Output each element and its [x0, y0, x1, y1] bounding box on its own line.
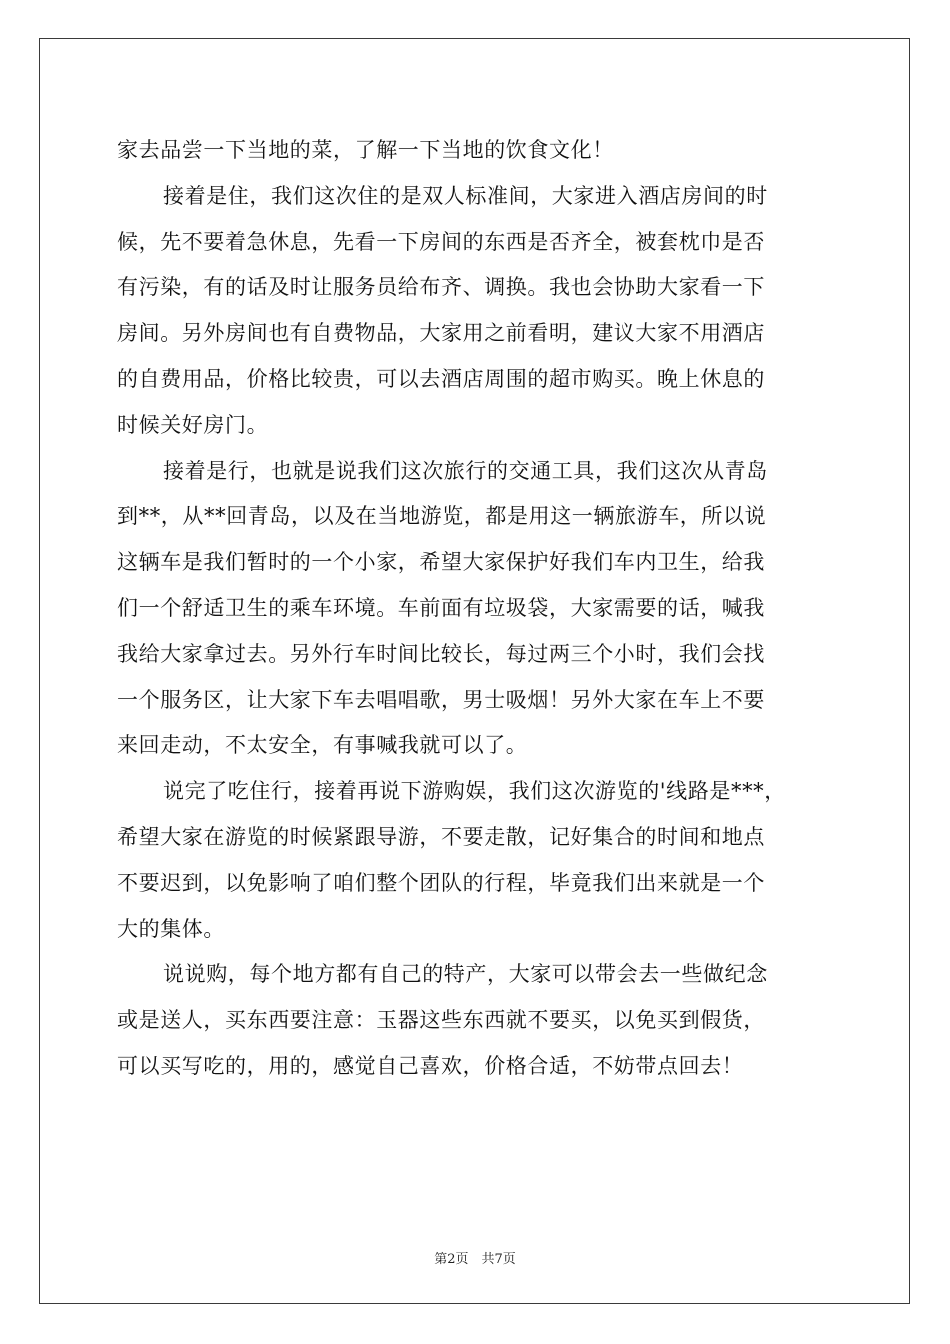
text-line: 家去品尝一下当地的菜，了解一下当地的饮食文化！: [117, 138, 614, 162]
text-line: 到**，从**回青岛，以及在当地游览，都是用这一辆旅游车，所以说: [117, 504, 767, 529]
text-line: 房间。另外房间也有自费物品，大家用之前看明，建议大家不用酒店: [117, 321, 765, 346]
text-line: 候，先不要着急休息，先看一下房间的东西是否齐全，被套枕巾是否: [117, 229, 765, 254]
text-line: 们一个舒适卫生的乘车环境。车前面有垃圾袋，大家需要的话，喊我: [117, 595, 765, 620]
text-line: 或是送人，买东西要注意：玉器这些东西就不要买，以免买到假货，: [117, 1008, 765, 1033]
paragraph-start-line: 接着是行，也就是说我们这次旅行的交通工具，我们这次从青岛: [163, 458, 768, 483]
text-line: 不要迟到，以免影响了咱们整个团队的行程，毕竟我们出来就是一个: [117, 870, 765, 895]
text-line: 来回走动，不太安全，有事喊我就可以了。: [117, 733, 528, 758]
paragraph-start-line: 说说购，每个地方都有自己的特产，大家可以带会去一些做纪念: [163, 962, 768, 987]
text-line: 一个服务区，让大家下车去唱唱歌，男士吸烟！另外大家在车上不要: [117, 687, 765, 712]
text-line: 的自费用品，价格比较贵，可以去酒店周围的超市购买。晚上休息的: [117, 366, 765, 391]
text-line: 希望大家在游览的时候紧跟导游，不要走散，记好集合的时间和地点: [117, 824, 765, 849]
text-line: 时候关好房门。: [117, 412, 269, 437]
text-line: 有污染，有的话及时让服务员给布齐、调换。我也会协助大家看一下: [117, 275, 765, 300]
page-number-footer: 第2页 共7页: [434, 1252, 516, 1267]
text-line: 我给大家拿过去。另外行车时间比较长，每过两三个小时，我们会找: [117, 641, 765, 666]
paragraph-start-line: 说完了吃住行，接着再说下游购娱，我们这次游览的'线路是***，: [163, 779, 786, 804]
document-body: [117, 128, 837, 1090]
paragraph-start-line: 接着是住，我们这次住的是双人标准间，大家进入酒店房间的时: [163, 183, 768, 208]
text-line: 可以买写吃的，用的，感觉自己喜欢，价格合适，不妨带点回去！: [117, 1053, 744, 1078]
text-line: 这辆车是我们暂时的一个小家，希望大家保护好我们车内卫生，给我: [117, 550, 765, 575]
text-line: 大的集体。: [117, 916, 225, 941]
